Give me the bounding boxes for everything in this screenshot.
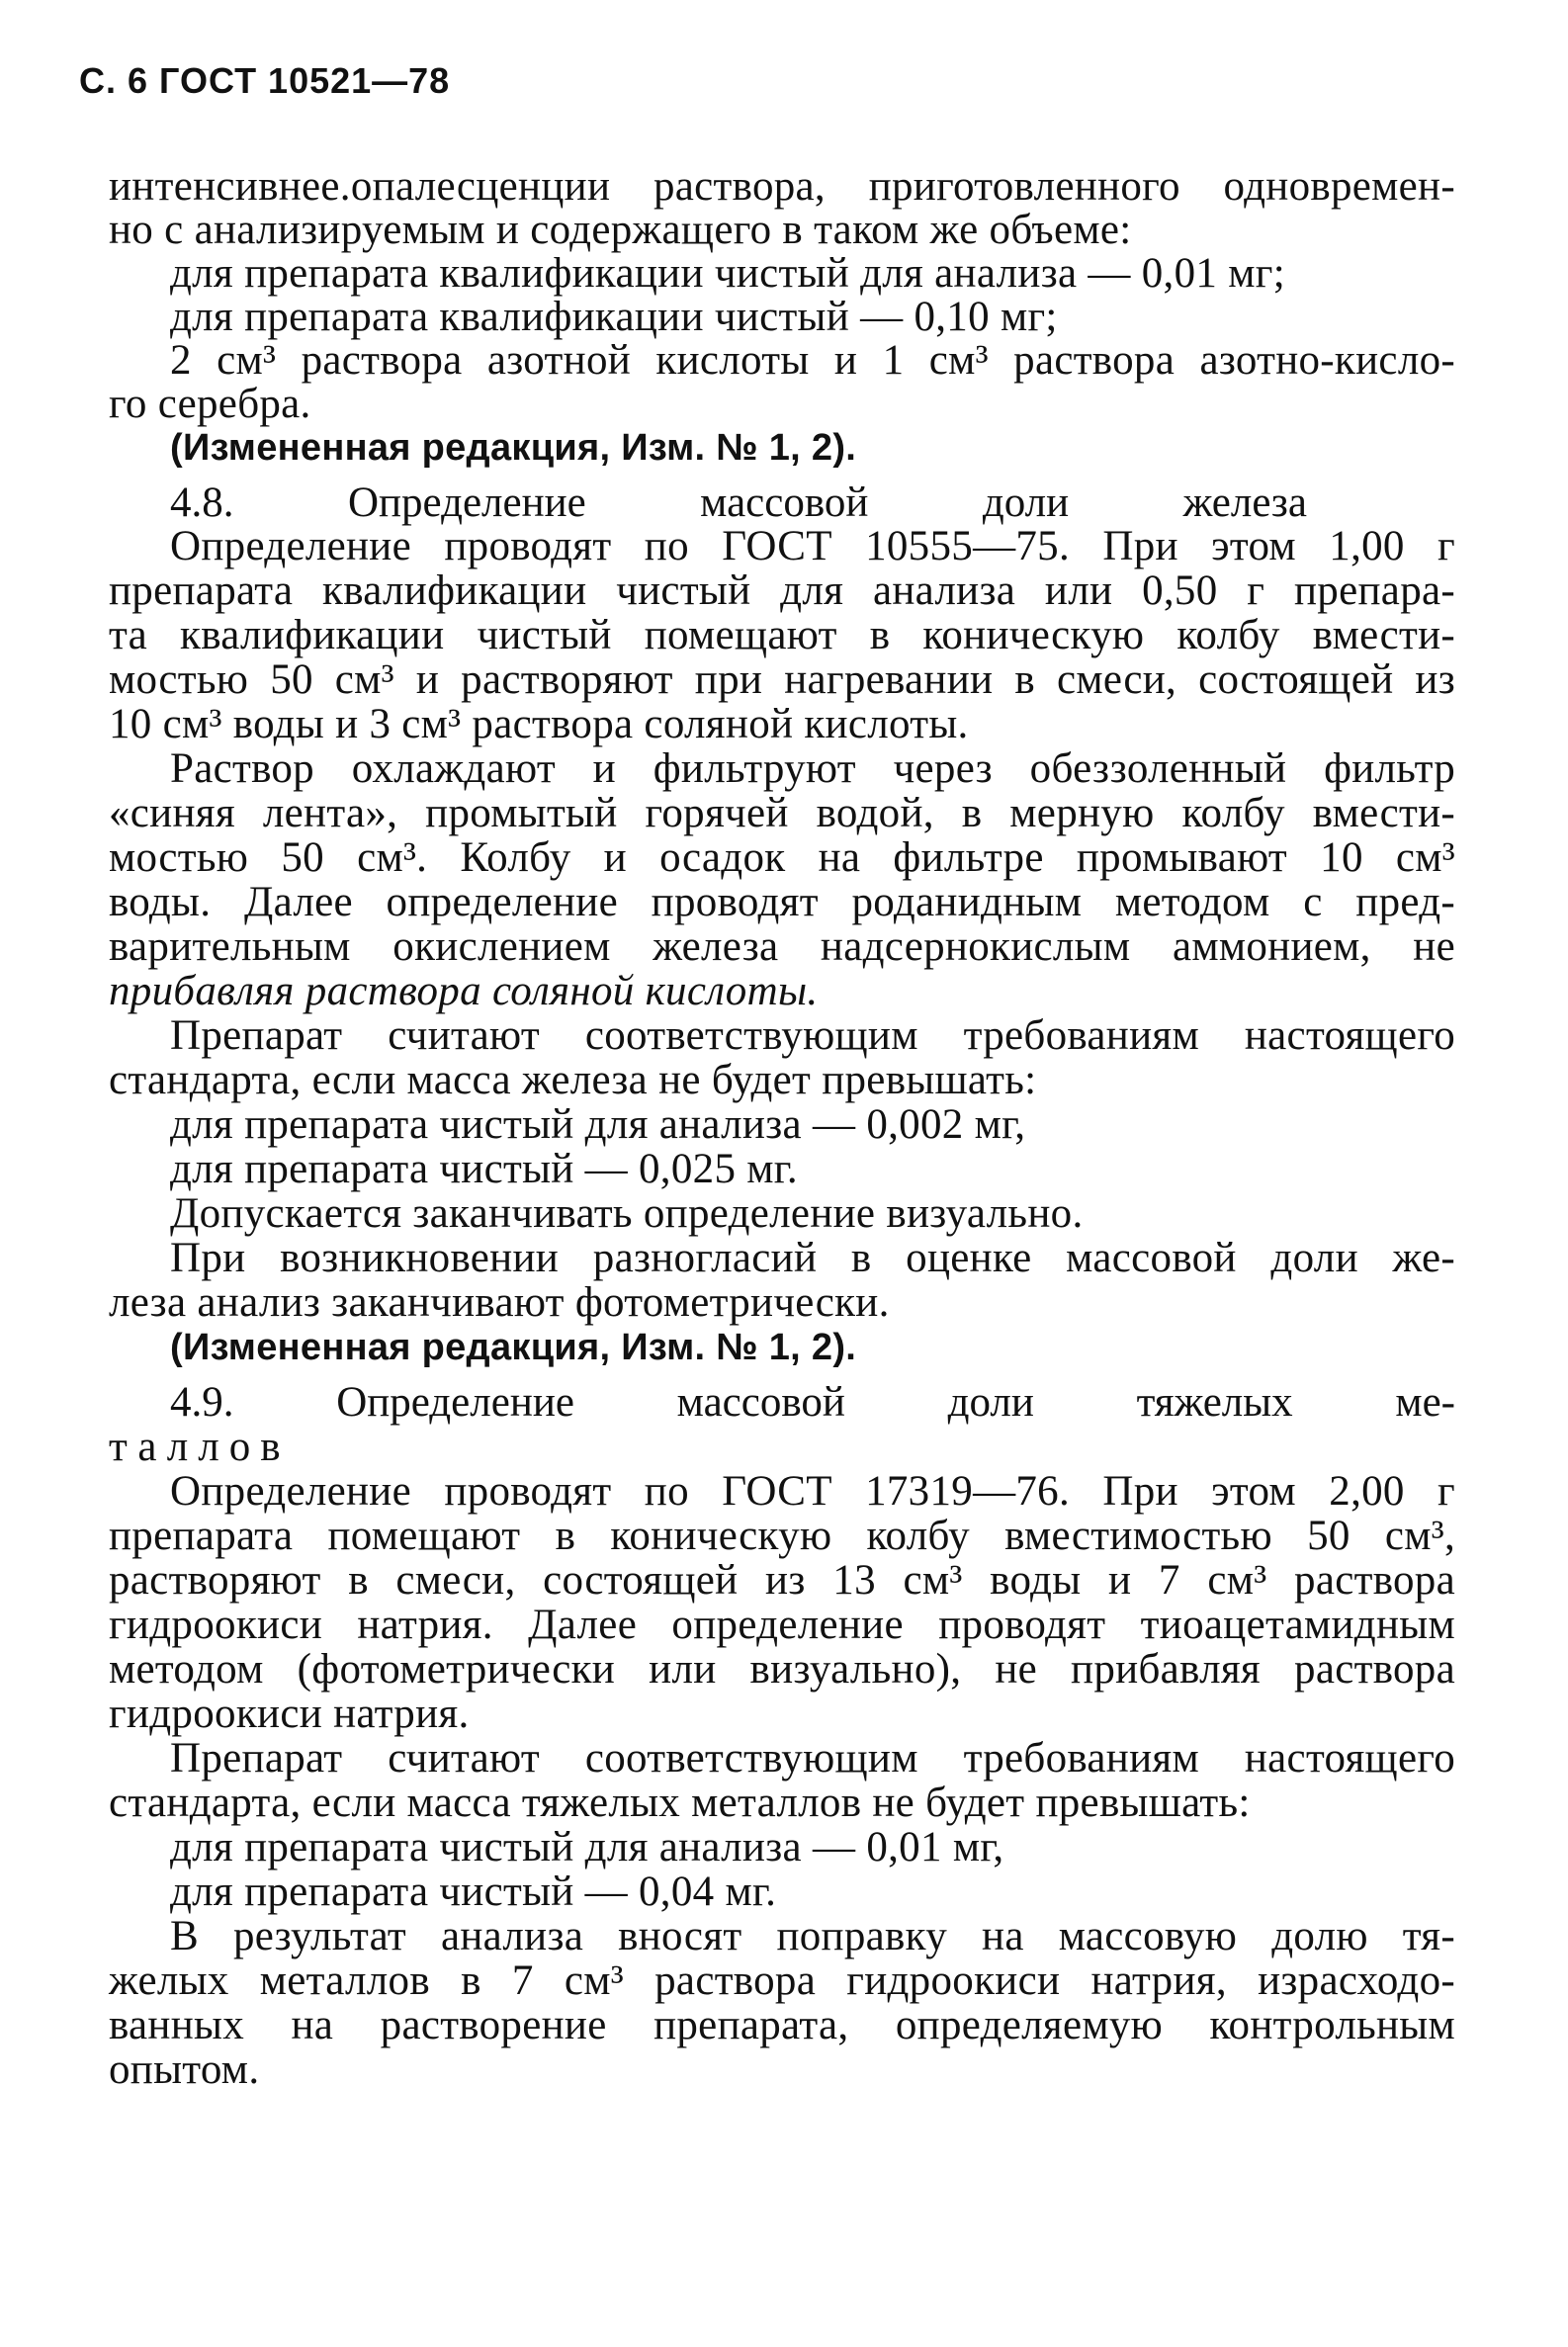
text-line: прибавляя раствора соляной кислоты. bbox=[109, 968, 819, 1014]
text-line: мостью 50 см³. Колбу и осадок на фильтре промывают 10 см³ bbox=[109, 834, 1455, 881]
text-line: варительным окислением железа надсернокислым аммонием, не bbox=[109, 923, 1455, 970]
text-line: В результат анализа вносят поправку на массовую долю тя- bbox=[170, 1913, 1455, 1959]
text-line: Препарат считают соответствующим требованиям настоящего bbox=[170, 1735, 1455, 1782]
section-heading: 4.9. Определение массовой доли тяжелых ме- bbox=[170, 1379, 1455, 1426]
text-line: для препарата чистый для анализа — 0,01 мг, bbox=[170, 1824, 1004, 1870]
text-line: Раствор охлаждают и фильтруют через обеззоленный фильтр bbox=[170, 745, 1455, 792]
text-line: опытом. bbox=[109, 2046, 260, 2093]
amendment-note: (Измененная редакция, Изм. № 1, 2). bbox=[170, 427, 857, 469]
text-line: Определение проводят по ГОСТ 17319—76. При этом 2,00 г bbox=[170, 1468, 1455, 1515]
text-line: та квалификации чистый помещают в коническую колбу вмести- bbox=[109, 612, 1455, 658]
text-line: Определение проводят по ГОСТ 10555—75. При этом 1,00 г bbox=[170, 523, 1455, 569]
text-line: го серебра. bbox=[109, 381, 311, 427]
text-line: для препарата квалификации чистый для анализа — 0,01 мг; bbox=[170, 250, 1285, 297]
section-heading-continued: таллов bbox=[109, 1424, 291, 1470]
text-line: для препарата квалификации чистый — 0,10 мг; bbox=[170, 294, 1058, 340]
text-line: стандарта, если масса тяжелых металлов не будет превышать: bbox=[109, 1780, 1251, 1826]
text-line: но с анализируемым и содержащего в таком же объеме: bbox=[109, 207, 1132, 253]
text-line: желых металлов в 7 см³ раствора гидроокиси натрия, израсходо- bbox=[109, 1957, 1455, 2004]
text-line: гидроокиси натрия. bbox=[109, 1691, 470, 1737]
text-line: ванных на растворение препарата, определяемую контрольным bbox=[109, 2002, 1455, 2048]
text-line: «синяя лента», промытый горячей водой, в мерную колбу вмести- bbox=[109, 790, 1455, 836]
text-line: мостью 50 см³ и растворяют при нагревании в смеси, состоящей из bbox=[109, 656, 1455, 703]
text-line: воды. Далее определение проводят роданидным методом с пред- bbox=[109, 879, 1455, 925]
amendment-note: (Измененная редакция, Изм. № 1, 2). bbox=[170, 1327, 857, 1368]
text-line: стандарта, если масса железа не будет превышать: bbox=[109, 1057, 1037, 1103]
text-line: для препарата чистый для анализа — 0,002 мг, bbox=[170, 1101, 1026, 1148]
text-line: для препарата чистый — 0,025 мг. bbox=[170, 1146, 798, 1192]
text-line: растворяют в смеси, состоящей из 13 см³ воды и 7 см³ раствора bbox=[109, 1557, 1455, 1604]
text-line: 2 см³ раствора азотной кислоты и 1 см³ раствора азотно-кисло- bbox=[170, 337, 1455, 384]
text-line: леза анализ заканчивают фотометрически. bbox=[109, 1279, 890, 1326]
text-line: методом (фотометрически или визуально), не прибавляя раствора bbox=[109, 1646, 1455, 1693]
text-line: для препарата чистый — 0,04 мг. bbox=[170, 1869, 777, 1915]
running-header: С. 6 ГОСТ 10521—78 bbox=[79, 60, 451, 101]
section-heading: 4.8. Определение массовой доли железа bbox=[170, 479, 1307, 526]
text-line: гидроокиси натрия. Далее определение проводят тиоацетамидным bbox=[109, 1602, 1455, 1648]
text-line: Препарат считают соответствующим требованиям настоящего bbox=[170, 1012, 1455, 1059]
text-line: Допускается заканчивать определение визуально. bbox=[170, 1190, 1084, 1237]
text-line: препарата помещают в коническую колбу вместимостью 50 см³, bbox=[109, 1513, 1455, 1559]
text-line: препарата квалификации чистый для анализа или 0,50 г препара- bbox=[109, 567, 1455, 614]
text-line: 10 см³ воды и 3 см³ раствора соляной кислоты. bbox=[109, 701, 969, 747]
text-line: интенсивнее.опалесценции раствора, приготовленного одновремен- bbox=[109, 163, 1455, 210]
text-line: При возникновении разногласий в оценке массовой доли же- bbox=[170, 1235, 1455, 1281]
